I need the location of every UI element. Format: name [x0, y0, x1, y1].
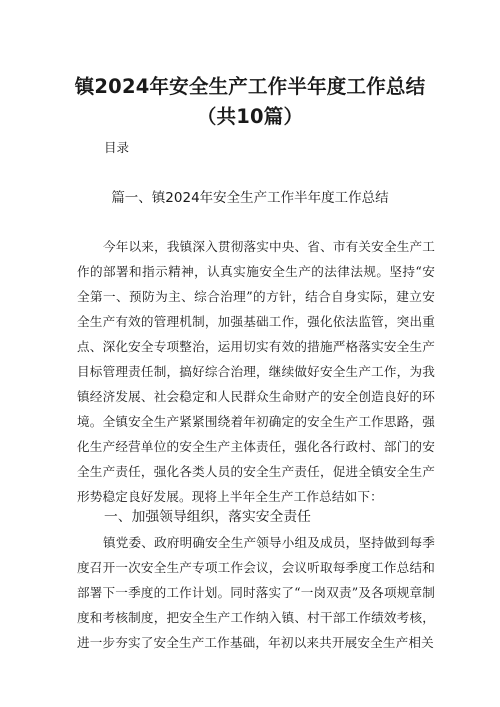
- section-heading-1: 一、加强领导组织，落实安全责任: [104, 509, 311, 525]
- body-paragraph-2: 镇党委、政府明确安全生产领导小组及成员，坚持做到每季度召开一次安全生产专项工作会议，会议听取每季度工作总结和部署下一季度的工作计划。同时落实了“一岗双责”及各项规章制度和考核制度，把安全生产工作纳入镇、村干部工作绩效考核，进一步夯实了安全生产工作基础，年初以来共开展安全生产相关: [77, 535, 435, 650]
- body-paragraph-1: 今年以来，我镇深入贯彻落实中央、省、市有关安全生产工作的部署和指示精神，认真实施安全生产的法律法规。坚持“安全第一、预防为主、综合治理”的方针，结合自身实际，建立安全生产有效的管理机制，加强基础工作，强化依法监管，突出重点、深化安全专项整治，运用切实有效的措施严格落实安全生产目标管理责任制，搞好综合治理，继续做好安全生产工作，为我镇经济发展、社会稳定和人民群众生命财产的安全创造良好的环境。全镇安全生产紧紧围绕着年初确定的安全生产工作思路，强化生产经营单位的安全生产主体责任，强化各行政村、部门的安全生产责任，强化各类人员的安全生产责任，促进全镇安全生产形势稳定良好发展。现将上半年全生产工作总结如下：: [77, 239, 435, 504]
- table-of-contents-label: 目录: [104, 140, 130, 155]
- document-title: 镇2024年安全生产工作半年度工作总结（共10篇）: [74, 75, 426, 128]
- section-title: 篇一、镇2024年安全生产工作半年度工作总结: [111, 190, 389, 206]
